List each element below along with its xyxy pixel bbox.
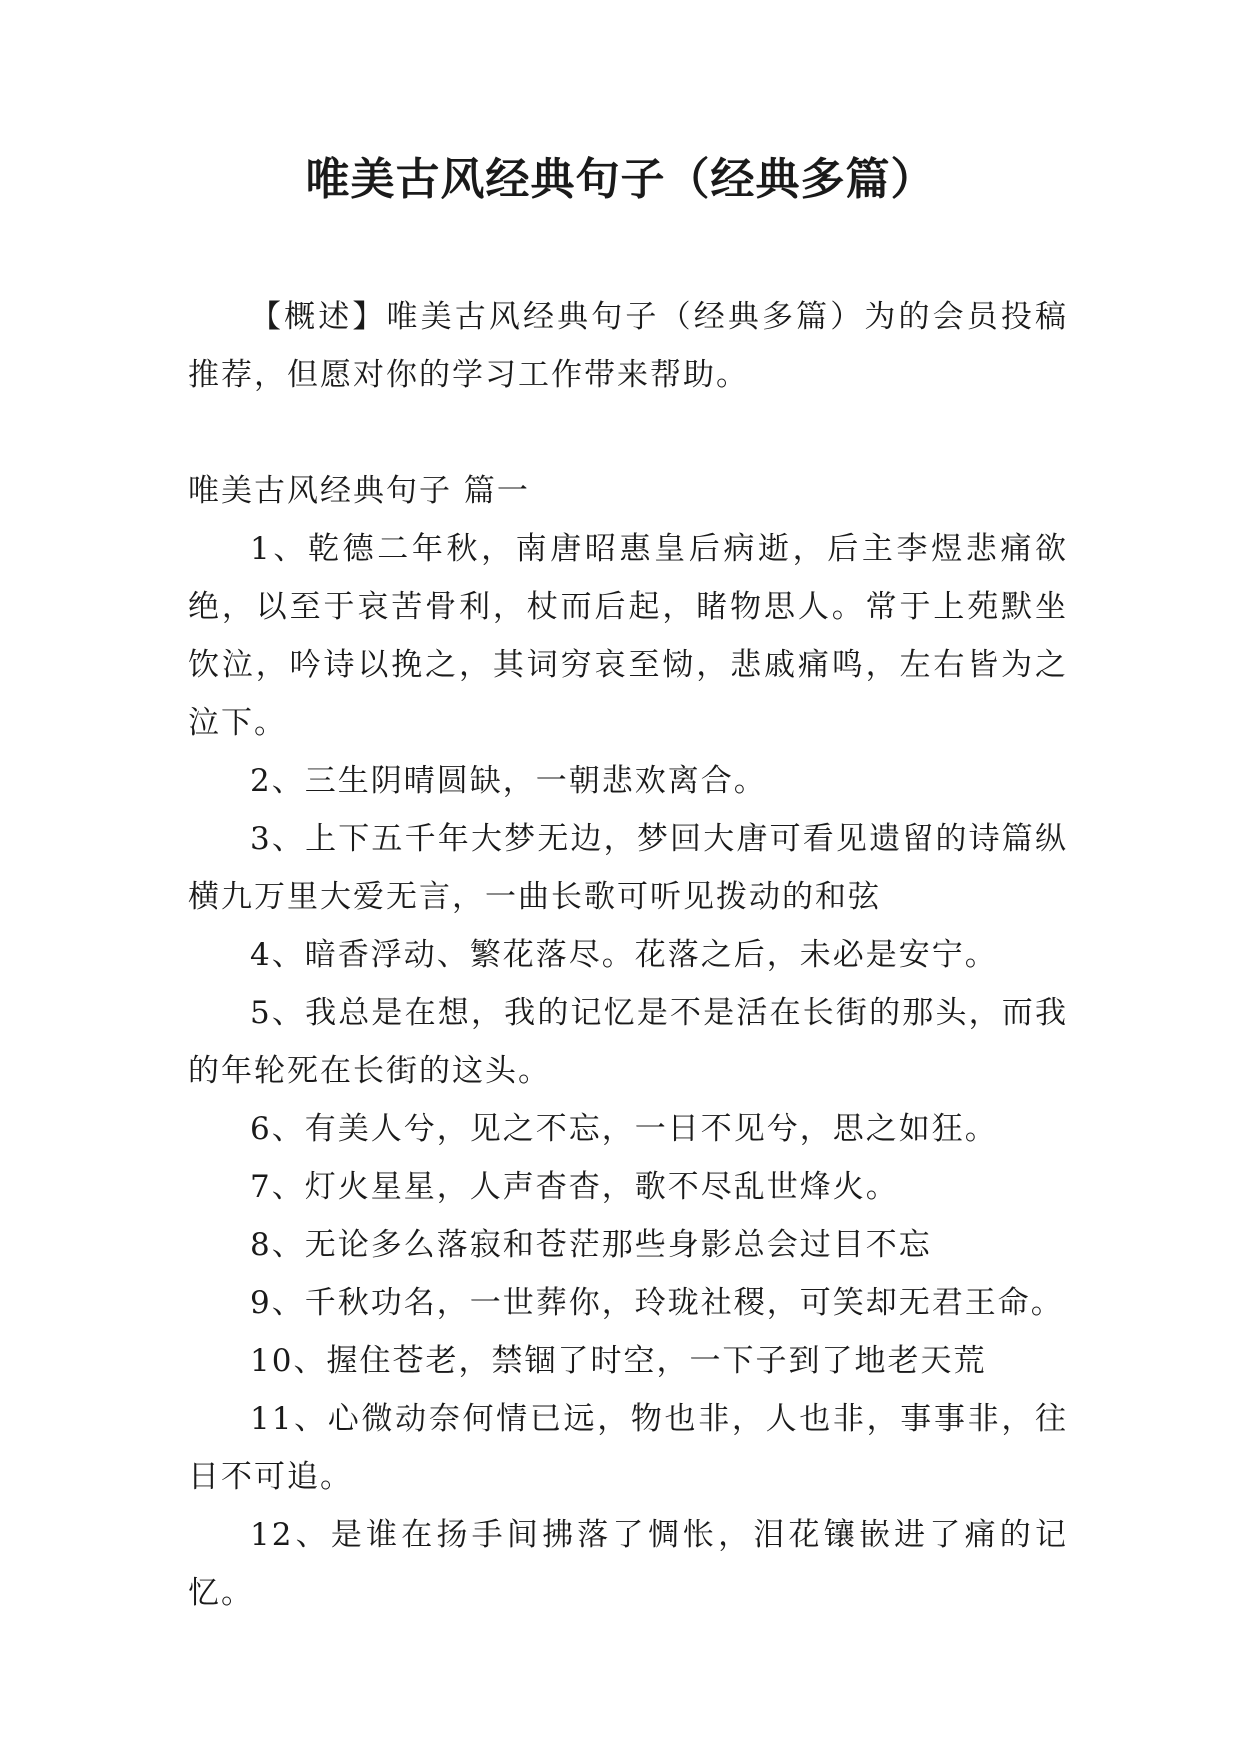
list-item: 10、握住苍老，禁锢了时空，一下子到了地老天荒: [250, 1343, 987, 1379]
list-item: 11、心微动奈何情已远，物也非，人也非，事事非，往日不可追。: [188, 1401, 1068, 1495]
list-item: 5、我总是在想，我的记忆是不是活在长街的那头，而我的年轮死在长街的这头。: [188, 995, 1068, 1089]
list-item: 4、暗香浮动、繁花落尽。花落之后，未必是安宁。: [250, 937, 998, 973]
sentence-list: [188, 520, 1068, 1622]
list-item: 12、是谁在扬手间拂落了惆怅，泪花镶嵌进了痛的记忆。: [188, 1517, 1068, 1611]
list-item: 2、三生阴晴圆缺，一朝悲欢离合。: [250, 763, 767, 799]
list-item: 3、上下五千年大梦无边，梦回大唐可看见遗留的诗篇纵横九万里大爱无言，一曲长歌可听见拨动的和弦: [188, 821, 1068, 915]
document-title: 唯美古风经典句子（经典多篇）: [305, 154, 936, 205]
list-item: 9、千秋功名，一世葬你，玲珑社稷，可笑却无君王命。: [250, 1285, 1064, 1321]
section-heading: 唯美古风经典句子 篇一: [188, 473, 530, 509]
summary-paragraph: 【概述】唯美古风经典句子（经典多篇）为的会员投稿推荐，但愿对你的学习工作带来帮助。: [188, 299, 1068, 393]
list-item: 7、灯火星星，人声杳杳，歌不尽乱世烽火。: [250, 1169, 899, 1205]
list-item: 6、有美人兮，见之不忘，一日不见兮，思之如狂。: [250, 1111, 998, 1147]
list-item: 1、乾德二年秋，南唐昭惠皇后病逝，后主李煜悲痛欲绝，以至于哀苦骨利，杖而后起，睹物思人。常于上苑默坐饮泣，吟诗以挽之，其词穷哀至恸，悲戚痛鸣，左右皆为之泣下。: [188, 531, 1068, 741]
list-item: 8、无论多么落寂和苍茫那些身影总会过目不忘: [250, 1227, 932, 1263]
